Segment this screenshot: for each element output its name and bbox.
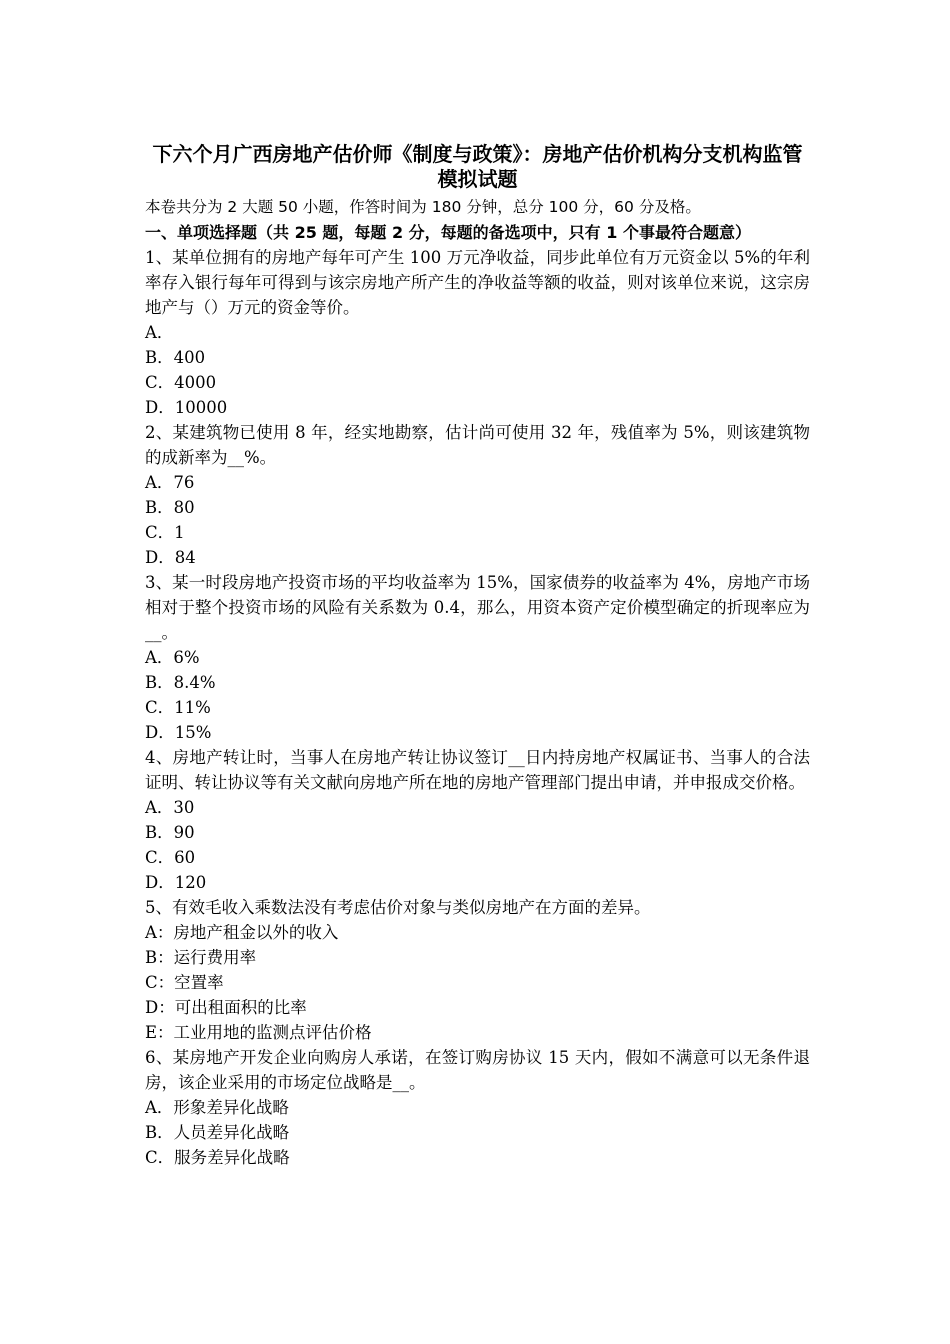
option-a: A．6% xyxy=(145,648,200,667)
option-c: C．服务差异化战略 xyxy=(145,1148,290,1167)
option-c: C：空置率 xyxy=(145,973,224,992)
question-text: 2、某建筑物已使用 8 年，经实地勘察，估计尚可使用 32 年，残值率为 5%，则该建筑物的成新率为__%。 xyxy=(145,423,810,467)
option-b: B．400 xyxy=(145,348,206,367)
option-c: C．1 xyxy=(145,523,185,542)
option-a: A．76 xyxy=(145,473,195,492)
option-b: B．8.4% xyxy=(145,673,216,692)
option-d: D．84 xyxy=(145,548,196,567)
question-text: 3、某一时段房地产投资市场的平均收益率为 15%，国家债券的收益率为 4%，房地产市场相对于整个投资市场的风险有关系数为 0.4，那么，用资本资产定价模型确定的折现率应为__。 xyxy=(145,573,810,642)
question-block xyxy=(145,745,810,895)
option-b: B：运行费用率 xyxy=(145,948,257,967)
option-c: C．60 xyxy=(145,848,196,867)
document-title: 下六个月广西房地产估价师《制度与政策》：房地产估价机构分支机构监管模拟试题 xyxy=(152,142,803,191)
option-b: B．90 xyxy=(145,823,195,842)
exam-intro: 本卷共分为 2 大题 50 小题，作答时间为 180 分钟，总分 100 分，60 分及格。 xyxy=(145,198,701,216)
option-d: D：可出租面积的比率 xyxy=(145,998,307,1017)
option-b: B．人员差异化战略 xyxy=(145,1123,290,1142)
option-a: A：房地产租金以外的收入 xyxy=(145,923,339,942)
question-text: 6、某房地产开发企业向购房人承诺，在签订购房协议 15 天内，假如不满意可以无条件退房，该企业采用的市场定位战略是__。 xyxy=(145,1048,810,1092)
question-block xyxy=(145,245,810,420)
question-block xyxy=(145,1045,810,1170)
question-text: 4、房地产转让时，当事人在房地产转让协议签订__日内持房地产权属证书、当事人的合法证明、转让协议等有关文献向房地产所在地的房地产管理部门提出申请，并申报成交价格。 xyxy=(145,748,810,792)
option-a: A． xyxy=(145,323,174,342)
section-heading: 一、单项选择题（共 25 题，每题 2 分，每题的备选项中，只有 1 个事最符合题意） xyxy=(145,223,751,242)
option-d: D．15% xyxy=(145,723,212,742)
question-block xyxy=(145,570,810,745)
option-c: C．4000 xyxy=(145,373,217,392)
document-page xyxy=(145,142,810,1170)
question-block xyxy=(145,420,810,570)
question-text: 1、某单位拥有的房地产每年可产生 100 万元净收益，同步此单位有万元资金以 5%的年利率存入银行每年可得到与该宗房地产所产生的净收益等额的收益，则对该单位来说，这宗房地产与（）万元的资金等价。 xyxy=(145,248,810,317)
option-a: A．30 xyxy=(145,798,195,817)
question-block xyxy=(145,895,810,1045)
option-c: C．11% xyxy=(145,698,211,717)
option-d: D．120 xyxy=(145,873,207,892)
question-text: 5、有效毛收入乘数法没有考虑估价对象与类似房地产在方面的差异。 xyxy=(145,898,651,917)
option-e: E：工业用地的监测点评估价格 xyxy=(145,1023,372,1042)
option-d: D．10000 xyxy=(145,398,228,417)
option-b: B．80 xyxy=(145,498,195,517)
option-a: A．形象差异化战略 xyxy=(145,1098,289,1117)
